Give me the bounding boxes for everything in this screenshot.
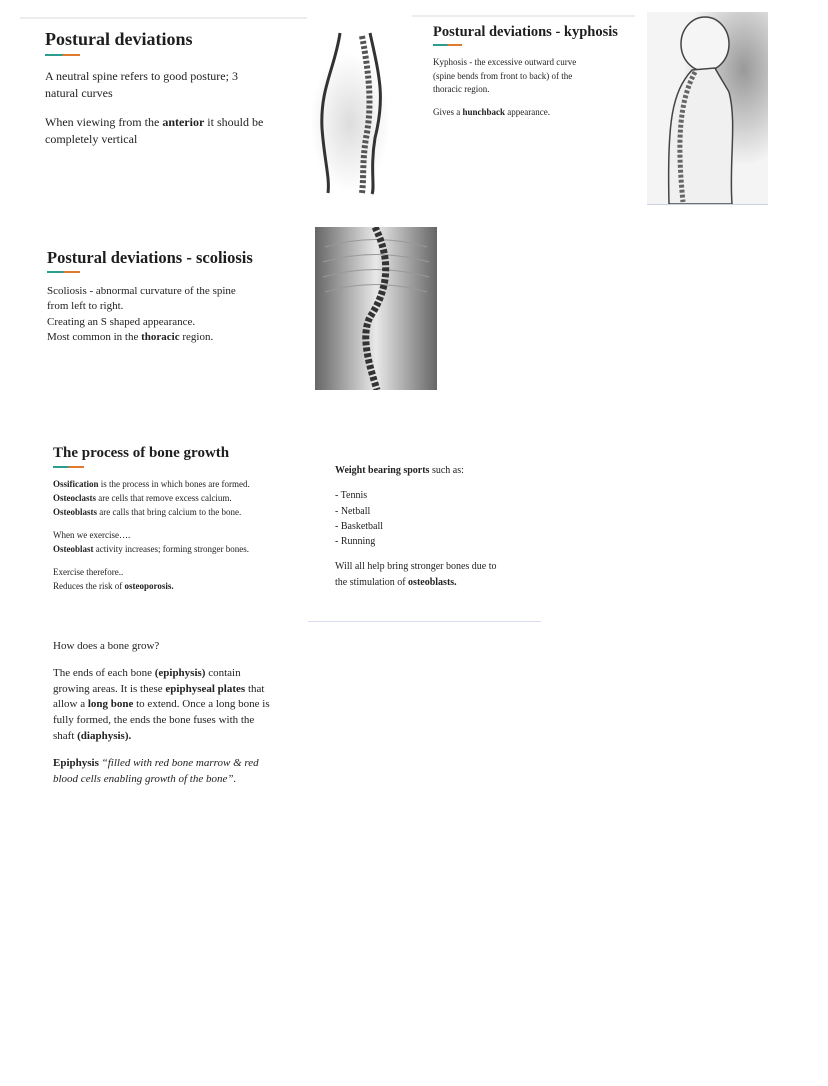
slide-title: The process of bone growth [53,445,230,461]
text-run: Gives a [433,106,463,117]
slide-body [47,284,236,345]
bold-term: thoracic [141,330,180,343]
paragraph-gap [53,655,270,666]
title-accent [53,466,84,468]
text-line [53,565,250,579]
bold-term: osteoblasts. [408,576,457,588]
text-line [335,519,497,534]
slide-divider [20,17,307,19]
text-run: such as: [429,465,464,476]
text-line [47,330,236,345]
text-line [53,639,270,655]
text-line [45,85,263,102]
spine-side-illustration [300,28,388,196]
text-line [53,505,250,519]
text-run: to extend. Once a long bone is [133,698,270,711]
kyphosis-xray-illustration [647,12,768,205]
text-run: activity increases; forming stronger bones. [93,544,249,554]
bold-term: epiphyseal plates [165,682,246,695]
text-line [53,666,270,682]
text-run: region. [179,330,214,343]
text-line [45,68,263,85]
text-line [335,488,497,503]
text-run: Exercise therefore.. [53,567,124,577]
text-run: Will all help bring stronger bones due to [335,561,497,573]
text-line [53,477,250,491]
text-line [335,534,497,549]
text-run: from left to right. [47,300,124,313]
text-run: - Tennis [335,490,368,502]
text-run: allow a [53,698,88,711]
paragraph-gap [53,556,250,565]
slide-title: Postural deviations - scoliosis [47,248,253,267]
text-line [433,106,576,120]
bold-term: Ossification [53,479,99,489]
text-run: thoracic region. [433,84,490,94]
text-run: When we exercise…. [53,530,131,540]
text-run: Kyphosis - the excessive outward curve [433,57,577,67]
paragraph-gap [335,478,497,488]
bold-term: hunchback [462,106,506,117]
paragraph-gap [45,102,263,114]
title-accent [47,271,80,273]
bold-term: Osteoblasts [53,507,98,517]
text-run: Scoliosis - abnormal curvature of the spine [47,285,236,297]
bold-term: Osteoblast [53,544,94,554]
bold-term: osteoporosis. [124,581,174,591]
text-line [335,463,497,478]
bold-term: anterior [162,115,205,129]
text-run: How does a bone grow? [53,640,160,652]
text-line [53,697,270,713]
text-run: - Running [335,536,376,548]
text-line [335,559,497,574]
text-line [53,528,250,542]
paragraph-gap [335,549,497,559]
text-run: shaft [53,729,78,742]
bold-term: Osteoclasts [53,493,96,503]
text-line [47,284,236,299]
text-line [53,756,270,772]
text-line [433,56,576,70]
text-line [47,315,236,330]
text-run: are cells that remove excess calcium. [96,493,232,503]
text-run: contain [205,666,241,679]
text-line [53,772,270,788]
slide-body [433,56,576,119]
slide-divider [308,621,541,622]
text-line [53,729,270,745]
text-line [433,70,576,84]
slide-title: Postural deviations - kyphosis [433,24,618,40]
text-run: fully formed, the ends the bone fuses with the [53,714,255,727]
slide-title: Postural deviations [45,29,193,49]
text-run: the stimulation of [335,576,409,588]
bold-term: Weight bearing sports [335,465,430,476]
text-line [47,299,236,314]
text-line [53,579,250,593]
text-run: - Basketball [335,520,384,532]
text-run: A neutral spine refers to good posture; 3 [45,69,238,83]
title-accent [45,54,80,56]
text-run: appearance. [505,106,550,117]
text-run: natural curves [45,86,113,100]
text-line [335,504,497,519]
text-run: growing areas. It is these [53,682,166,695]
bold-term: Epiphysis [53,756,99,769]
weight-bearing-sports-text [335,463,497,590]
text-run: - Netball [335,505,371,517]
slide-divider [412,15,635,17]
slide-body [53,477,250,593]
text-line [45,114,263,131]
text-run: (spine bends from front to back) of the [433,70,573,81]
text-run: are calls that bring calcium to the bone. [97,507,242,517]
paragraph-gap [53,519,250,528]
text-line [53,682,270,698]
text-line [53,713,270,729]
bold-term: (diaphysis). [77,729,132,742]
scoliosis-xray-image [315,227,437,390]
paragraph-gap [433,97,576,106]
text-run: Reduces the risk of [53,581,125,591]
text-line [335,575,497,590]
text-run: When viewing from the [45,115,163,129]
text-run: Creating an S shaped appearance. [47,315,196,328]
text-run: it should be [204,115,264,129]
text-run: Most common in the [47,330,142,343]
bone-growth-text [53,639,270,787]
text-run: completely vertical [45,132,138,146]
text-line [53,491,250,505]
paragraph-gap [53,745,270,756]
slide-body [45,68,263,148]
text-run: “filled with red bone marrow & red [98,756,259,769]
text-run: blood cells enabling growth of the bone”. [53,772,237,785]
text-line [45,131,263,148]
title-accent [433,44,462,46]
bold-term: (epiphysis) [154,666,206,679]
bold-term: long bone [87,698,134,711]
text-line [53,542,250,556]
text-line [433,83,576,97]
text-run: is the process in which bones are formed. [98,479,250,489]
text-run: that [245,682,265,695]
text-run: The ends of each bone [53,666,155,679]
